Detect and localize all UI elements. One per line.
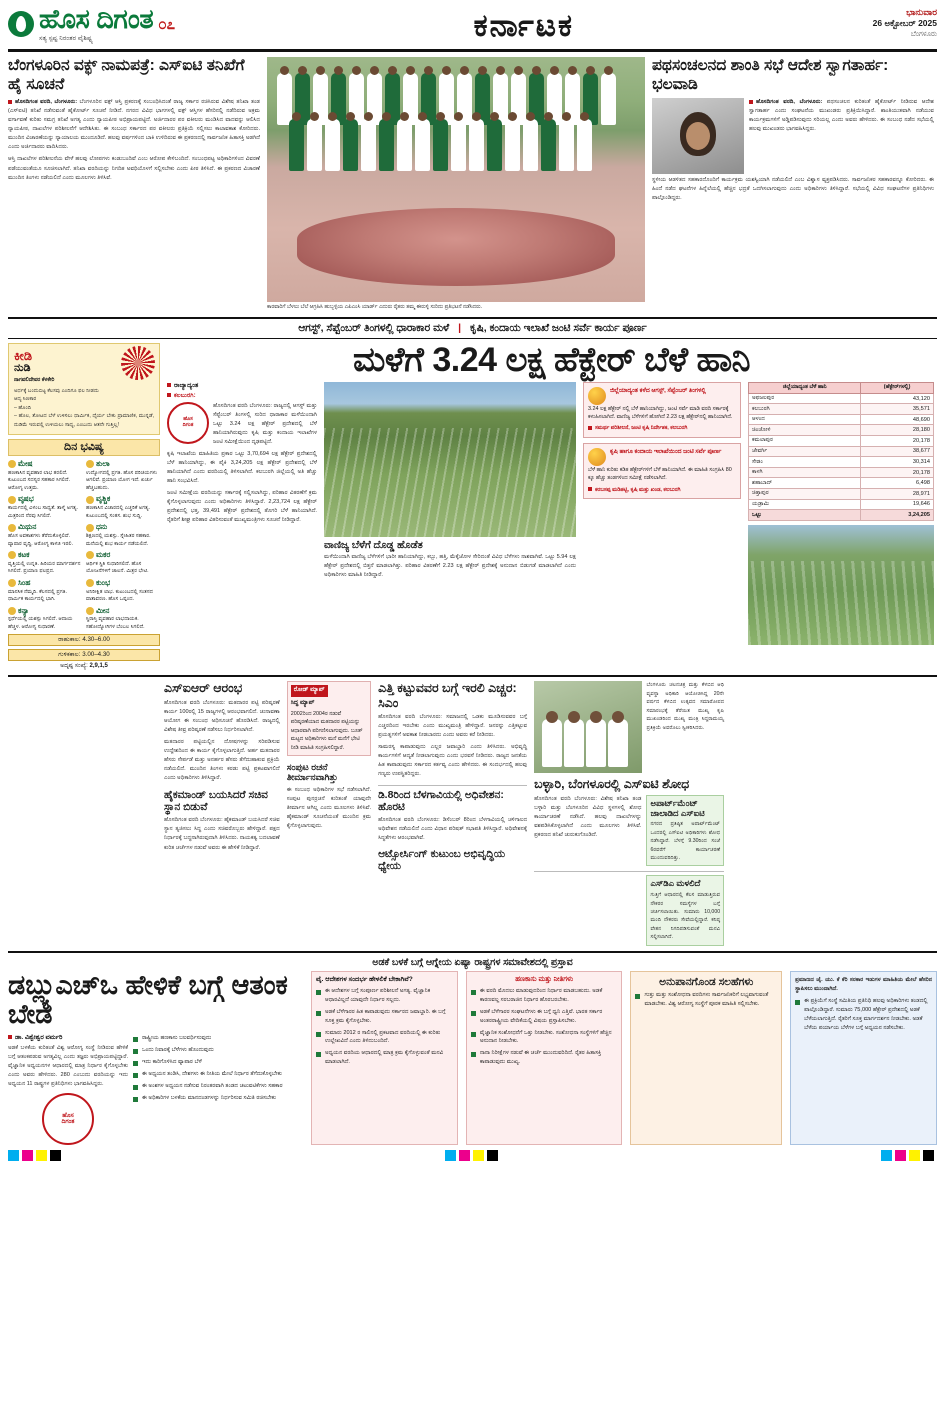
zodiac-name: ವೃಶ್ಚಿಕ (96, 494, 111, 504)
cm-body2: ಸಾಮರಸ್ಯ ಕಾಪಾಡುವುದು ಎಲ್ಲರ ಜವಾಬ್ದಾರಿ ಎಂದು ತಿಳಿಸಿದರು. ಅಭಿವೃದ್ಧಿ ಕಾರ್ಯಗಳಿಗೆ ಆದ್ಯತೆ ನೀಡಲಾಗುವುದು ಎಂದು ಭರವಸೆ ನೀಡಿದರು. ರಾಜ್ಯದ ಜನತೆಯ ಹಿತ ಕಾಪಾಡುವುದು ಸರ್ಕಾರದ ಕರ್ತವ್ಯ ಎಂದು ಹೇಳಿದರು. ಈ ಸಂದರ್ಭದಲ್ಲಿ ಹಲವು ಗಣ್ಯರು ಉಪಸ್ಥಿತರಿದ್ದರು. (378, 744, 528, 778)
rahukala-value: 4.30–6.00 (82, 636, 110, 644)
zodiac-text: ಹೊಸ ಅವಕಾಶಗಳು ತೆರೆದುಕೊಳ್ಳಲಿವೆ. ವ್ಯಾಪಾರ ವೃದ್ಧಿ. ಆರೋಗ್ಯ ಕಾಳಜಿ ಇರಲಿ. (8, 532, 74, 547)
zodiac-name: ಸಿಂಹ (18, 577, 31, 587)
aerial-field-photo (748, 525, 934, 645)
list-item: ನಾನಾ ನಿರೀಕ್ಷೆಗಳ ನಡುವೆ ಈ ಚರ್ಚೆ ಮುಂದುವರಿದಿದೆ. ರೈತರ ಹಿತಾಸಕ್ತಿ ಕಾಪಾಡುವುದು ಮುಖ್ಯ. (471, 1049, 618, 1067)
cmyk-marks-center (445, 1148, 501, 1166)
bottom-author-row (8, 1034, 303, 1145)
rain-story-body (167, 382, 936, 645)
quote-box (8, 343, 160, 435)
bullet-square-icon (8, 1035, 12, 1039)
bottom-bullets-2 (316, 987, 453, 1068)
lead-right-body (652, 98, 934, 134)
lower-news-section (8, 675, 937, 945)
district-name: ಸೇಡಂ (749, 457, 861, 468)
list-item: ಒಂದು ನಿವಾರಕ್ಕೆ ಬೆಳೆಗಳು ಹೊಂದುವುದು (133, 1046, 303, 1055)
zodiac-text: ಅನಿರೀಕ್ಷಿತ ಲಾಭ. ಕುಟುಂಬದಲ್ಲಿ ಸಂತಸದ ವಾತಾವರಣ. ಹೊಸ ಒಪ್ಪಂದ. (86, 588, 154, 603)
district-name: ಚಿತ್ತಾಪುರ (749, 489, 861, 500)
lead-left-text2: ಆಸ್ತಿ ದಾಖಲೆಗಳ ಪರಿಶೀಲನೆಯ ವೇಳೆ ಹಲವು ಲೋಪಗಳು ಕಂಡುಬಂದಿವೆ ಎಂಬ ಆರೋಪ ಕೇಳಿಬಂದಿದೆ. ಸಂಬಂಧಪಟ್ಟ ಅಧಿಕಾರಿಗಳಿಂದ ವಿವರಣೆ ಪಡೆಯುವಂತೆಯೂ ಸೂಚಿಸಲಾಗಿದೆ. ತನಿಖಾ ವರದಿಯನ್ನು ನಿಗದಿತ ಅವಧಿಯೊಳಗೆ ಸಲ್ಲಿಸಬೇಕು ಎಂದು ಪೀಠ ತಿಳಿಸಿದೆ. ಈ ಪ್ರಕರಣದ ವಿಚಾರಣೆ ಮುಂದಿನ ತಿಂಗಳು ನಡೆಯಲಿದೆ ಎಂದು ಮೂಲಗಳು ತಿಳಿಸಿವೆ. (8, 156, 260, 181)
rain-district-label: ಕಲಬುರಗಿ: (167, 392, 317, 400)
zodiac-item (8, 459, 82, 492)
coin-icon (588, 448, 606, 466)
cm-photo-row (534, 681, 724, 773)
lead-left-column (8, 57, 260, 311)
district-value: 20,178 (861, 467, 934, 478)
gulika-value: 3.00–4.30 (82, 651, 110, 659)
top-section (8, 52, 937, 311)
zodiac-item (86, 578, 160, 604)
list-item: ಅಡಕೆ ಬೆಳೆಗಾರರ ಸಂಘಟನೆಗಳು ಈ ಬಗ್ಗೆ ಧ್ವನಿ ಎತ್ತಿವೆ. ಭಾರತ ಸರ್ಕಾರ ಅಂತರರಾಷ್ಟ್ರೀಯ ವೇದಿಕೆಯಲ್ಲಿ ವಿಷಯ ಪ್ರಸ್ತಾಪಿಸಬೇಕು. (471, 1008, 618, 1026)
district-name: ಕಲಬುರಗಿ (749, 404, 861, 415)
sir-column (164, 681, 280, 945)
zodiac-text: ಕಾರ್ಯದಲ್ಲಿ ವಿಳಂಬ ಸಾಧ್ಯತೆ. ತಾಳ್ಮೆ ಅಗತ್ಯ. ಮಿತ್ರರಿಂದ ನೆರವು ಸಿಗಲಿದೆ. (8, 505, 78, 519)
district-name: ಚಿಂಚೋಳಿ (749, 425, 861, 436)
bottom-feature (8, 951, 937, 1146)
zodiac-item (86, 606, 160, 632)
list-item: ಗುತ್ತು ಮತ್ತು ಸಂಶೋಧನಾ ವರದಿಗಳು ಸಾರ್ವಜನಿಕರಿಗೆ ಲಭ್ಯವಾಗುವಂತೆ ಮಾಡಬೇಕು. ವಿಶ್ವ ಆರೋಗ್ಯ ಸಂಸ್ಥೆಗೆ ಪೂರಕ ಮಾಹಿತಿ ಸಲ್ಲಿಸಬೇಕು. (635, 991, 777, 1009)
zodiac-text: ಸ್ಥಿರಾಸ್ತಿ ವ್ಯವಹಾರ ಲಾಭದಾಯಕ. ಸಹೋದ್ಯೋಗಿಗಳ ಬೆಂಬಲ ಸಿಗಲಿದೆ. (86, 616, 145, 630)
zodiac-dot-icon (8, 579, 16, 587)
gulika-label: ಗುಳಿಕಕಾಲ: (58, 651, 81, 659)
rahukala-row (8, 634, 160, 646)
lead-right-column (652, 57, 934, 311)
district-value: 43,120 (861, 393, 934, 404)
zodiac-name: ವೃಷಭ (18, 494, 34, 504)
sidebar-column (8, 343, 160, 670)
publication-name: ಹೊಸ ದಿಗಂತ (39, 4, 154, 34)
list-item: ರಾಷ್ಟ್ರೀಯ ಹಣಕಾಸು ಬಲವರ್ಧಿಸುವುದು (133, 1034, 303, 1043)
list-item: ಈ ಅಧಿಕಾರಿಗಳ ಬಳಕೆಯ ಮಾನದಂಡಗಳನ್ನು ನಿರ್ಧರಿಸುವ ಸಮಿತಿ ರಚಿಸಬೇಕು (133, 1094, 303, 1103)
edition-city: ಬೆಂಗಳೂರು (910, 30, 937, 38)
sit-column (534, 681, 724, 945)
horoscope-title: ದಿನ ಭವಿಷ್ಯ (8, 439, 160, 456)
bottom-col-2 (311, 971, 458, 1146)
lead-photo-caption: ಕಾರವಾರಿಗೆ ಬೆಳಲು ಬೆಲೆ ಆಗ್ರಹಿಸಿ ಹುಬ್ಬಳ್ಳಿಯ ಎಪಿಎಂಸಿ ಯಾರ್ಡ್ ಎದುರು ರೈತರು ತಮ್ಮ ಈರುಳ್ಳಿ ಸುರಿದು ಪ್ರತಿಭಟನೆ ನಡೆಸಿದರು. (267, 304, 483, 310)
rain-mega-headline: ಮಳೆಗೆ 3.24 ಲಕ್ಷ ಹೆಕ್ಟೇರ್ ಬೆಳೆ ಹಾನಿ (353, 341, 750, 380)
rahukala-label: ರಾಹುಕಾಲ: (58, 636, 81, 644)
zodiac-text: ಸ್ಪರ್ಧೆಯಲ್ಲಿ ಯಶಸ್ಸು ಸಿಗಲಿದೆ. ಆದಾಯ ಹೆಚ್ಚಳ. ಆರೋಗ್ಯ ಸುಧಾರಣೆ. (8, 616, 73, 630)
lead-left-body (8, 98, 260, 152)
table-row (749, 436, 934, 447)
list-item: ಈ ವರದಿ ಮೊದಲು ಮಾಡುವುದರಿಂದ ನಿರ್ಧಾರ ಮಾಡಬಹುದು. ಅಡಕೆ ಕಾರಣವಲ್ಲ ಸರಬರಾಜಿನ ನಿರ್ಧಾರ ಹೊರಬರಬೇಕು. (471, 987, 618, 1005)
district-value: 30,314 (861, 457, 934, 468)
table-row (749, 457, 934, 468)
zodiac-name: ಕನ್ಯಾ (18, 605, 30, 615)
feature-strip (8, 317, 937, 339)
lucky-number-value: 2,9,1,5 (89, 663, 108, 670)
district-name: ಅಫಜಲಪುರ (749, 393, 861, 404)
infobox-2-attribution: ಕರಬಸಪ್ಪ ಮಡಿತಟ್ಟಿ, ಕೃಷಿ ಮತ್ತು ಖಂಡ, ಕಲಬುರಗಿ (588, 486, 736, 494)
zodiac-text: ಶಿಕ್ಷಣದಲ್ಲಿ ಯಶಸ್ಸು. ಸ್ನೇಹಿತರ ಸಹಕಾರ. ಮನೆಯಲ್ಲಿ ಶುಭ ಕಾರ್ಯ ನಡೆಯಲಿದೆ. (86, 532, 151, 547)
quote-line-3: – ಹೊಲ, ತೋಟದ ಬೆಳೆ ಉಳಿಸಲು ಧಾರ್ಮಿಕ, ಧೈರ್ಯ ಬೇಕು ಪ್ರಾಮಾಣಿಕ, ಮುನ್ನಡೆ, ದುಡಿಮೆ ಇರುವಲ್ಲಿ ಉಳಿಯಲು ಸಾಧ್ಯ, ಎಂಬುದು ಆತನೇ ಗುತ್ತಿಲ್ಲ! (14, 413, 154, 428)
ballari-row (534, 795, 724, 867)
table-row (749, 425, 934, 436)
bottom-col4-side: ಪ್ರಮಾಣದ ಜೈ. ಯು. ಕೆ ಕೆರಿ ಸರಕಾರ ಇಡುಗಳ ಮಾಹಿತಿಯ ಮೇಲೆ ಹೆಸರಿನ ಸ್ಥಾಪಿಸಲು ಮುಂದಾಗಿದೆ. (795, 976, 932, 992)
sir-headline: ಎಸ್‌ಐಆರ್ ಆರಂಭ (164, 681, 243, 696)
zodiac-dot-icon (86, 524, 94, 532)
cmyk-marks-right (881, 1148, 937, 1166)
zodiac-text: ಮಾನಸಿಕ ನೆಮ್ಮದಿ. ಕೆಲಸದಲ್ಲಿ ಪ್ರಗತಿ. ಧಾರ್ಮಿಕ ಕಾರ್ಯದಲ್ಲಿ ಭಾಗಿ. (8, 588, 67, 603)
roadmap-box (287, 681, 371, 755)
bottom-bullets-3 (471, 987, 618, 1068)
publication-date: 26 ಅಕ್ಟೋಬರ್ 2025 (872, 18, 937, 29)
lead-photo-column (267, 57, 645, 311)
bottom-bullets-4 (635, 991, 777, 1009)
zodiac-dot-icon (8, 607, 16, 615)
roadmap-tag: ರೋಡ್ ಮ್ಯಾಪ್ (291, 685, 328, 696)
bottom-grid (8, 971, 937, 1146)
bullet-square-icon (588, 426, 592, 430)
bottom-col2-title: ವೈ. ಆದೇಶಗಳ ಸಂದರ್ಭ ಹೇಳಲಿಕೆ ಬೇಕಾಗಿವೆ? (316, 975, 413, 983)
zodiac-name: ಮೇಷ (18, 459, 33, 469)
district-table-column (748, 382, 934, 645)
strip-separator: | (458, 322, 462, 335)
gulika-row (8, 649, 160, 661)
district-name: ಜೇವರ್ಗಿ (749, 446, 861, 457)
list-item: ಅಡಕೆ ಬೆಳೆಗಾರರ ಹಿತ ಕಾಪಾಡುವುದು ಸರ್ಕಾರದ ಜವಾಬ್ದಾರಿ. ಈ ಬಗ್ಗೆ ಸೂಕ್ತ ಕ್ರಮ ಕೈಗೊಳ್ಳಬೇಕು. (316, 1008, 453, 1026)
section-title: ಕರ್ನಾಟಕ (473, 8, 575, 43)
infobox-1-attribution: ಸಮರ್ಥ ಪರಿಶೀಲನೆ, ಜಂಟಿ ಕೃಷಿ ನಿರ್ದೇಶಕ, ಕಲಬುರಗಿ (588, 424, 736, 432)
publication-logo (8, 6, 175, 42)
district-damage-table (748, 382, 934, 521)
bottom-col3-title: ಹಣಕಾಸು ಮತ್ತು ನೀತಿಗಳು (515, 975, 574, 983)
lead-left-byline: ಹೊಸದಿಗಂತ ವರದಿ, ಬೆಂಗಳೂರು: (15, 99, 78, 106)
cmyk-marks-left (8, 1148, 64, 1166)
zodiac-item (8, 550, 82, 576)
list-item: ಈ ಅಧ್ಯಯನ ತಂಡಿಸಿ, ದೇಶಗಳು ಈ ನೀತಿಯ ಮೇಲೆ ನಿರ್ಧಾರ ತೆಗೆದುಕೊಳ್ಳಬೇಕು (133, 1070, 303, 1079)
rain-photo-caption-body: ಮಳೆಯಿಂದಾಗಿ ವಾಣಿಜ್ಯ ಬೆಳೆಗಳಿಗೆ ಭಾರೀ ಹಾನಿಯಾಗಿದ್ದು, ಕಬ್ಬು, ಹತ್ತಿ, ಮೆಕ್ಕೆಜೋಳ ಸೇರಿದಂತೆ ವಿವಿಧ ಬೆಳೆಗಳು ನಾಶವಾಗಿವೆ. ಒಟ್ಟು 5.94 ಲಕ್ಷ ಹೆಕ್ಟೇರ್ ಪ್ರದೇಶದಲ್ಲಿ ಬಿತ್ತನೆ ಮಾಡಲಾಗಿತ್ತು. ಪರಿಹಾರ ವಿತರಣೆಗೆ 2.23 ಲಕ್ಷ ಹೆಕ್ಟೇರ್ ಪ್ರದೇಶಕ್ಕೆ ಅನುದಾನ ಬಿಡುಗಡೆ ಮಾಡಲಾಗಿದೆ ಎಂದು ಅಧಿಕಾರಿಗಳು ಮಾಹಿತಿ ನೀಡಿದ್ದಾರೆ. (324, 553, 576, 578)
lead-photo (267, 57, 645, 302)
zodiac-item (8, 522, 82, 548)
district-value: 19,646 (861, 499, 934, 510)
lucky-number-row (8, 663, 160, 670)
bottom-col-4 (630, 971, 782, 1146)
belagavi-body: ಹೊಸದಿಗಂತ ವರದಿ ಬೆಂಗಳೂರು: ಡಿಸೆಂಬರ್ 8ರಿಂದ ಬೆಳಗಾವಿಯಲ್ಲಿ ಚಳಿಗಾಲದ ಅಧಿವೇಶನ ನಡೆಯಲಿದೆ ಎಂದು ವಿಧಾನ ಪರಿಷತ್ ಸಭಾಪತಿ ತಿಳಿಸಿದ್ದಾರೆ. ಅಧಿವೇಶನಕ್ಕೆ ಸಿದ್ಧತೆಗಳು ಆರಂಭವಾಗಿವೆ. (378, 816, 528, 841)
bottom-col4-title: ಅನುಪಾನಗೊಂಡ ಸಲಹೆಗಳು (659, 975, 754, 988)
zodiac-name: ಕಟಕ (18, 550, 30, 560)
masthead-date-block (873, 6, 937, 39)
sir-body2: ಮತದಾರರ ಪಟ್ಟಿಯಲ್ಲಿನ ದೋಷಗಳನ್ನು ಸರಿಪಡಿಸುವ ಉದ್ದೇಶದಿಂದ ಈ ಕಾರ್ಯ ಕೈಗೊಳ್ಳಲಾಗುತ್ತಿದೆ. ಅರ್ಹ ಮತದಾರರ ಹೆಸರು ಸೇರ್ಪಡೆ ಮತ್ತು ಅನರ್ಹರ ಹೆಸರು ತೆಗೆದುಹಾಕುವ ಪ್ರಕ್ರಿಯೆ ನಡೆಯಲಿದೆ. ಮುಂದಿನ ತಿಂಗಳು ಕರಡು ಪಟ್ಟಿ ಪ್ರಕಟವಾಗಲಿದೆ ಎಂದು ಅಧಿಕಾರಿಗಳು ತಿಳಿಸಿದ್ದಾರೆ. (164, 739, 280, 782)
table-row-total (749, 510, 934, 521)
rain-story (167, 343, 936, 670)
zodiac-text: ಉದ್ಯೋಗದಲ್ಲಿ ಪ್ರಗತಿ. ಹೊಸ ಪರಿಚಯಗಳು ಆಗಲಿವೆ. ಪ್ರಯಾಣ ಯೋಗ ಇದೆ. ಖರ್ಚು ಹೆಚ್ಚಬಹುದು. (86, 469, 158, 491)
ngo-headline: ಎಸ್‌ಡಿಎ ಮಳಲಿದೆ (650, 878, 701, 889)
district-name: ಯಡ್ರಾಮಿ (749, 499, 861, 510)
district-table-body (749, 393, 934, 520)
table-header-unit: (ಹೆಕ್ಟೇರ್‌ಗಳಲ್ಲಿ) (861, 382, 934, 393)
zodiac-dot-icon (86, 607, 94, 615)
bullet-square-icon (167, 383, 171, 387)
list-item: ಈ ಆದೇಶಗಳ ಬಗ್ಗೆ ಸಂಪೂರ್ಣ ಪರಿಶೀಲನೆ ಅಗತ್ಯ. ವೈಜ್ಞಾನಿಕ ಆಧಾರವಿಲ್ಲದೆ ಯಾವುದೇ ನಿರ್ಧಾರ ಸಲ್ಲದು. (316, 987, 453, 1005)
quote-author: ನಾಗವಲಿದೇವರ ಕೆಳಕೇರಿ (14, 377, 55, 384)
horoscope-grid (8, 459, 160, 631)
table-row (749, 446, 934, 457)
bullet-square-icon (167, 393, 171, 397)
flooded-field-photo (324, 382, 576, 537)
district-value: 3,24,205 (861, 510, 934, 521)
publication-tagline: ಸತ್ಯ ಸ್ಪಷ್ಟ ನಿರಂತರ ವೈಶಿಷ್ಟ್ಯ (39, 35, 93, 42)
newspaper-stamp-icon: ಹೊಸ ದಿಗಂತ (167, 402, 209, 444)
roadmap-label: ಸಿದ್ಧ ಮ್ಯಾಪ್ (290, 699, 315, 706)
bottom-bullets-1 (133, 1034, 303, 1145)
rain-text-column (167, 382, 317, 645)
belagavi-headline: ಡಿ.8ರಿಂದ ಬೆಳಗಾವಿಯಲ್ಲಿ ಅಧಿವೇಶನ: ಹೊರಟಿ (378, 788, 504, 813)
district-name: ಒಟ್ಟು (749, 510, 861, 521)
table-row (749, 467, 934, 478)
zodiac-text: ಹಣಕಾಸಿನ ವಿಚಾರದಲ್ಲಿ ಎಚ್ಚರಿಕೆ ಅಗತ್ಯ. ಕುಟುಂಬದಲ್ಲಿ ಸಂತಸ. ಶುಭ ಸುದ್ದಿ. (86, 505, 150, 519)
lead-right-byline: ಹೊಸದಿಗಂತ ವರದಿ, ಬೆಂಗಳೂರು: (756, 99, 823, 106)
bullet-square-icon (588, 487, 592, 491)
quote-line-2: – ಹೊಂದಿ (14, 404, 32, 411)
infobox-2-title: ಕೃಷಿ ಹಾಗೂ ಕಂದಾಯ ಇಲಾಖೆಯಿಂದ ಜಂಟಿ ಸರ್ವೆ ಪೂರ್ಣ (610, 448, 722, 455)
district-value: 48,690 (861, 414, 934, 425)
quote-line-0: ಅರ್ಧಕ್ಕೆ ಬಂದುಬಿಟ್ಟ ಕೆಲಸವು ಎಂದಿಗೂ ಫಲ ನೀಡದು (14, 388, 99, 395)
infobox-2-text: ಬೆಳೆ ಹಾನಿ ಕುರಿತು ಕಡಿತ ಹೆಕ್ಟೇರ್‌ಗಳಿಗೆ ಬೆಳೆ ಹಾನಿಯಾಗಿದೆ. ಈ ಮಾಹಿತಿ ಸಂಗ್ರಹಿಸಿ 80 ಕ್ಕೂ ಹೆಚ್ಚು ತಂಡಗಳಿಂದ ಸಮೀಕ್ಷೆ ನಡೆಸಲಾಗಿದೆ. (588, 466, 732, 482)
zodiac-dot-icon (86, 551, 94, 559)
ballari-headline: ಬಳ್ಳಾರಿ, ಬೆಂಗಳೂರಲ್ಲಿ ಎಸ್‌ಐಟಿ ಶೋಧ (534, 777, 690, 792)
portrait-photo (652, 98, 744, 174)
list-item: ಈ ಅಂಶಗಳ ಅಧ್ಯಯನ ನಡೆಸುವ ನಿರಂತರವಾಗಿ ತಂಡದ ಚಟುವಟಿಕೆಗಳು ಸಹಕಾರ (133, 1082, 303, 1091)
bottom-col-1 (8, 971, 303, 1146)
masthead (8, 6, 937, 52)
ngo-box (646, 875, 724, 945)
bottom-headline: ಡಬ್ಲ್ಯುಎಚ್‌ಒ ಹೇಳಿಕೆ ಬಗ್ಗೆ ಆತಂಕ ಬೇಡ (8, 969, 288, 1030)
table-row (749, 393, 934, 404)
page-number: ೦೭ (158, 15, 175, 33)
zodiac-dot-icon (86, 579, 94, 587)
cm-column (378, 681, 527, 945)
district-value: 35,571 (861, 404, 934, 415)
zodiac-name: ಮಕರ (96, 550, 111, 560)
rain-photo-caption-headline: ವಾಣಿಜ್ಯ ಬೆಳೆಗೆ ದೊಡ್ಡ ಹೊಡೆತ (324, 539, 423, 551)
zodiac-item (86, 522, 160, 548)
bullet-square-icon (8, 100, 12, 104)
highcommand-headline: ಹೈಕಮಾಂಡ್ ಬಯಸಿದರೆ ಸಚಿವ ಸ್ಥಾನ ಬಿಡುವೆ (164, 789, 268, 814)
ballari-body: ಹೊಸದಿಗಂತ ವರದಿ ಬೆಂಗಳೂರು: ವಿಶೇಷ ತನಿಖಾ ತಂಡ ಬಳ್ಳಾರಿ ಮತ್ತು ಬೆಂಗಳೂರಿನ ವಿವಿಧ ಸ್ಥಳಗಳಲ್ಲಿ ಶೋಧ ಕಾರ್ಯಾಚರಣೆ ನಡೆಸಿದೆ. ಹಲವು ದಾಖಲೆಗಳನ್ನು ವಶಪಡಿಸಿಕೊಳ್ಳಲಾಗಿದೆ ಎಂದು ಮೂಲಗಳು ತಿಳಿಸಿವೆ. ಪ್ರಕರಣದ ತನಿಖೆ ಚುರುಕುಗೊಂಡಿದೆ. (534, 795, 642, 838)
lead-left-text: ಬೆಂಗಳೂರಿನ ವಕ್ಫ್ ಆಸ್ತಿ ಪ್ರಕರಣಕ್ಕೆ ಸಂಬಂಧಿಸಿದಂತೆ ರಾಜ್ಯ ಸರ್ಕಾರ ರಚಿಸಿರುವ ವಿಶೇಷ ತನಿಖಾ ತಂಡ (ಎಸ್‌ಐಟಿ) ತನಿಖೆ ನಡೆಸುವಂತೆ ಹೈಕೋರ್ಟ್ ಸೂಚನೆ ನೀಡಿದೆ. ನಗರದ ವಿವಿಧ ಭಾಗಗಳಲ್ಲಿ ವಕ್ಫ್ ಆಸ್ತಿಗಳ ಹೆಸರಿನಲ್ಲಿ ನಡೆದಿರುವ ಅಕ್ರಮ ವರ್ಗಾವಣೆ ಕುರಿತು ಸಮಗ್ರ ತನಿಖೆ ಅಗತ್ಯ ಎಂದು ನ್ಯಾಯಪೀಠ ಅಭಿಪ್ರಾಯಪಟ್ಟಿದೆ. ಅರ್ಜಿದಾರರ ಪರ ವಕೀಲರು ಮಂಡಿಸಿದ ವಾದವನ್ನು ಆಲಿಸಿದ ನ್ಯಾಯಪೀಠ, ದಾಖಲೆಗಳ ಪರಿಶೀಲನೆಗೆ ಆದೇಶಿಸಿತು. ಈ ಸಂಬಂಧ ಸರ್ಕಾರದ ಪರ ವಕೀಲರು ಪ್ರತಿಕ್ರಿಯೆ ಸಲ್ಲಿಸಲು ಕಾಲಾವಕಾಶ ಕೋರಿದರು. ಮುಂದಿನ ವಿಚಾರಣೆಯನ್ನು ನ್ಯಾಯಾಲಯ ಮುಂದೂಡಿದೆ. ಹಲವು ವರ್ಷಗಳಿಂದ ಬಾಕಿ ಉಳಿದಿರುವ ಈ ಪ್ರಕರಣದಲ್ಲಿ ಸಾರ್ವಜನಿಕ ಹಿತಾಸಕ್ತಿ ಅಡಗಿದೆ ಎಂದು ಅರ್ಜಿದಾರರು ವಾದಿಸಿದರು. (8, 99, 260, 151)
zodiac-name: ಧನು (96, 522, 108, 532)
infobox-2 (583, 443, 741, 499)
lower-spacer-column (8, 681, 157, 945)
lucky-number-label: ಅದೃಷ್ಟ ಸಂಖ್ಯೆ: (60, 663, 88, 670)
zodiac-item (8, 578, 82, 604)
infobox-1-text: 3.24 ಲಕ್ಷ ಹೆಕ್ಟೇರ್ ನಲ್ಲಿ ಬೆಳೆ ಹಾನಿಯಾಗಿದ್ದು, ಜಂಟಿ ಸರ್ವೆ ಮಾಡಿ ವರದಿ ಸರ್ಕಾರಕ್ಕೆ ಕಳುಹಿಸಲಾಗಿದೆ. ವಾಣಿಜ್ಯ ಬೆಳೆಗಳಿಗೆ ಹೋಗಿದೆ 2.23 ಲಕ್ಷ ಹೆಕ್ಟೇರ್‌ನಲ್ಲಿ ಹಾನಿಯಾಗಿದೆ. (588, 405, 733, 421)
list-item: ಈ ಪ್ರಕ್ರಿಯೆಗೆ ಸಂಸ್ಥೆ ಸಮಿತಿಯ ಪ್ರತಿನಿಧಿ ಹಲವು ಅಧಿಕಾರಿಗಳು ತಂಡದಲ್ಲಿ ಪಾಲ್ಗೊಂಡಿದ್ದಾರೆ. ಸುಮಾರು 75,000 ಹೆಕ್ಟೇರ್ ಪ್ರದೇಶದಲ್ಲಿ ಅಡಕೆ ಬೆಳೆಯಲಾಗುತ್ತಿದೆ. ರೈತರಿಗೆ ಸೂಕ್ತ ಮಾರ್ಗದರ್ಶನ ನೀಡಬೇಕು. ಅಡಕೆ ಬೆಳೆಯ ಪರ್ಯಾಯ ಬೆಳೆಗಳ ಬಗ್ಗೆ ಅಧ್ಯಯನ ನಡೆಸಬೇಕು. (795, 997, 932, 1033)
list-item: ಅಧ್ಯಯನ ವರದಿಯ ಆಧಾರದಲ್ಲಿ ಮಾತ್ರ ಕ್ರಮ ಕೈಗೊಳ್ಳುವಂತೆ ಮನವಿ ಮಾಡಲಾಗಿದೆ. (316, 1049, 453, 1067)
quote-line-1: ಆದ್ಯ ಸಿಣಕಾರ (14, 396, 37, 403)
event-photo-caption: ಬೆಂಗಳೂರು ಚಲನಚಿತ್ರ ಮತ್ತು ಕೆಳಬಿದ ಆಧಿ ವ್ಯವಸ್ಥಾ ಅಧಿಕಾರಿ ಆಯೋಜಿಸಿದ್ದ 20ನೇ ವರ್ಷದ ಕೆಳಬಿದ ಉತ್ಸವದ ಸಮಾರೋಪದ ಸಮಾರಂಭಕ್ಕೆ ತೆರೆಯಿತ ಮುಖ್ಯ ಕೃಷಿ ಮುಖಂಡರಿಂದ ಮುಖ್ಯ ಮಂತ್ರಿ ಸಿದ್ದರಾಮಯ್ಯ ಪ್ರತಿಕ್ರಿಯೆ ಅವರೊಲು ಸ್ವೀಕರಿಸಿದರು. (646, 682, 725, 731)
district-name: ಆಳಂದ (749, 414, 861, 425)
ngo-body: ಗುತ್ತಿಗೆ ಆಧಾರದಲ್ಲಿ ಕೆಲಸ ಮಾಡುತ್ತಿರುವ ನೌಕರರ ಸಮಸ್ಯೆಗಳ ಬಗ್ಗೆ ಚರ್ಚಿಸಲಾಯಿತು. ಸುಮಾರು 10,000 ಮಂದಿ ನೌಕರರು ಸೇವೆಯಲ್ಲಿದ್ದಾರೆ. ಕನಿಷ್ಠ ವೇತನ ನಿಗದಿಪಡಿಸುವಂತೆ ಮನವಿ ಸಲ್ಲಿಸಲಾಗಿದೆ. (650, 892, 721, 941)
leaf-logo-icon (8, 11, 34, 37)
rain-photo-column (324, 382, 576, 645)
district-value: 20,178 (861, 436, 934, 447)
table-header-district: ಜಿಲ್ಲೆಯಾದ್ಯಂತ ಬೆಳೆ ಹಾನಿ (749, 382, 861, 393)
onion-pile (297, 208, 615, 286)
strip-right-kicker: ಕೃಷಿ, ಕಂದಾಯ ಇಲಾಖೆ ಜಂಟಿ ಸರ್ವೆ ಕಾರ್ಯ ಪೂರ್ಣ (469, 322, 647, 335)
list-item: ಇದು ಕಾರಿಗೊಳಿಸಿದ ವ್ಯಾಪಾರ ಬೆಳೆ (133, 1058, 303, 1067)
sir-body: ಹೊಸದಿಗಂತ ವರದಿ ಬೆಂಗಳೂರು: ಮತದಾರರ ಪಟ್ಟಿ ಪರಿಷ್ಕರಣೆ ಕಾರ್ಯ 100ರಲ್ಲಿ 15 ರಾಜ್ಯಗಳಲ್ಲಿ ಆರಂಭವಾಗಲಿದೆ. ಚುನಾವಣಾ ಆಯೋಗ ಈ ಸಂಬಂಧ ಅಧಿಸೂಚನೆ ಹೊರಡಿಸಿದೆ. ರಾಜ್ಯದಲ್ಲಿ ವಿಶೇಷ ತೀವ್ರ ಪರಿಷ್ಕರಣೆ ನಡೆಸಲು ನಿರ್ಧರಿಸಲಾಗಿದೆ. (164, 699, 280, 733)
roadmap-text: 2002ರಿಂದ 2004ರ ನಡುವೆ ಪರಿಷ್ಕರಣೆಯಾದ ಮತದಾರರ ಪಟ್ಟಿಯನ್ನು ಆಧಾರವಾಗಿ ಪರಿಗಣಿಸಲಾಗುವುದು. ಬೂತ್ ಮಟ್ಟದ ಅಧಿಕಾರಿಗಳು ಮನೆ ಮನೆಗೆ ಭೇಟಿ ನೀಡಿ ಮಾಹಿತಿ ಸಂಗ್ರಹಿಸಲಿದ್ದಾರೆ. (290, 711, 363, 751)
bottom-col-5 (790, 971, 937, 1146)
district-value: 38,677 (861, 446, 934, 457)
rain-text-2: ಕೃಷಿ ಇಲಾಖೆಯ ಮಾಹಿತಿಯ ಪ್ರಕಾರ ಒಟ್ಟು 3,70,694 ಲಕ್ಷ ಹೆಕ್ಟೇರ್ ಪ್ರದೇಶದಲ್ಲಿ ಬೆಳೆ ಹಾನಿಯಾಗಿದ್ದು, ಈ ಪೈಕಿ 3,24,205 ಲಕ್ಷ ಹೆಕ್ಟೇರ್ ಪ್ರದೇಶದಲ್ಲಿ ಬೆಳೆ ಹಾನಿಯಾಗಿದೆ ಎಂದು ವರದಿಯಲ್ಲಿ ತಿಳಿಸಲಾಗಿದೆ. ಕಲಬುರಗಿ ಜಿಲ್ಲೆಯಲ್ಲಿ ಅತಿ ಹೆಚ್ಚು ಹಾನಿ ಸಂಭವಿಸಿದೆ. (167, 450, 317, 485)
rain-state-label: ರಾಜ್ಯಾದ್ಯಂತ (167, 382, 317, 390)
zodiac-text: ವೃತ್ತಿಯಲ್ಲಿ ಉನ್ನತಿ. ಹಿರಿಯರ ಮಾರ್ಗದರ್ಶನ ಸಿಗಲಿದೆ. ಪ್ರಯಾಣ ಫಲಪ್ರದ. (8, 560, 81, 575)
zodiac-name: ಮೀನ (96, 605, 110, 615)
zodiac-name: ಕುಂಭ (96, 577, 110, 587)
roadmap-column (287, 681, 371, 945)
zodiac-name: ತುಲಾ (96, 459, 110, 469)
strip-kickers (8, 322, 937, 335)
highcommand-body: ಹೊಸದಿಗಂತ ವರದಿ ಬೆಂಗಳೂರು: ಹೈಕಮಾಂಡ್ ಬಯಸಿದರೆ ಸಚಿವ ಸ್ಥಾನ ತ್ಯಜಿಸಲು ಸಿದ್ಧ ಎಂದು ಸಚಿವರೊಬ್ಬರು ಹೇಳಿದ್ದಾರೆ. ಪಕ್ಷದ ನಿರ್ಧಾರಕ್ಕೆ ಬದ್ಧನಾಗಿರುವುದಾಗಿ ತಿಳಿಸಿದರು. ನಾಯಕತ್ವ ಬದಲಾವಣೆ ಕುರಿತ ಚರ್ಚೆಗಳ ನಡುವೆ ಅವರು ಈ ಹೇಳಿಕೆ ನೀಡಿದ್ದಾರೆ. (164, 817, 280, 851)
bottom-author-body: ಅಡಕೆ ಬಳಕೆಯ ಕುರಿತಂತೆ ವಿಶ್ವ ಆರೋಗ್ಯ ಸಂಸ್ಥೆ ನೀಡಿರುವ ಹೇಳಿಕೆ ಬಗ್ಗೆ ಆತಂಕಪಡುವ ಅಗತ್ಯವಿಲ್ಲ ಎಂದು ತಜ್ಞರು ಅಭಿಪ್ರಾಯಪಟ್ಟಿದ್ದಾರೆ. ವೈಜ್ಞಾನಿಕ ಅಧ್ಯಯನಗಳ ಆಧಾರದಲ್ಲಿ ಮಾತ್ರ ನಿರ್ಧಾರ ಕೈಗೊಳ್ಳಬೇಕು ಎಂದು ಅವರು ಹೇಳಿದರು. 280 ಎಂಬುದು ವರದಿಯನ್ನು ಇದು ಅಧ್ಯಯನ 11 ರಾಷ್ಟ್ರಗಳ ಪ್ರತಿನಿಧಿಗಳು ಭಾಗವಹಿಸಿದ್ದರು. (8, 1045, 128, 1088)
lead-left-headline: ಬೆಂಗಳೂರಿನ ವಕ್ಫ್ ನಾಮಪತ್ರೆ: ಎಸ್‌ಐಟಿ ತನಿಖೆಗೆ ಹೈ ಸೂಚನೆ (8, 57, 245, 93)
outsourcing-headline: ಆಟ್ಸೋರ್ಸಿಂಗ್ ಕುಟುಂಬ ಅಭಿವೃದ್ಧಿಯ ಧ್ಯೇಯ (378, 847, 506, 872)
lead-right-headline: ಪಥಸಂಚಲನದ ಶಾಂತಿ ಸಭೆ ಆದೇಶ ಸ್ವಾಗತಾರ್ಹ: ಭಲವಾಡಿ (652, 57, 889, 93)
mid-section (8, 343, 937, 670)
registration-bar (8, 1148, 937, 1166)
zodiac-dot-icon (8, 524, 16, 532)
zodiac-dot-icon (86, 460, 94, 468)
bullet-square-icon (749, 100, 753, 104)
zodiac-item (8, 494, 82, 520)
table-row (749, 478, 934, 489)
bottom-col-3 (466, 971, 623, 1146)
rain-text-1: ಹೊಸದಿಗಂತ ವರದಿ ಬೆಂಗಳೂರು: ರಾಜ್ಯದಲ್ಲಿ ಆಗಸ್ಟ್ ಮತ್ತು ಸೆಪ್ಟೆಂಬರ್ ತಿಂಗಳಲ್ಲಿ ಸುರಿದ ಧಾರಾಕಾರ ಮಳೆಯಿಂದಾಗಿ ಒಟ್ಟು 3.24 ಲಕ್ಷ ಹೆಕ್ಟೇರ್ ಪ್ರದೇಶದಲ್ಲಿ ಬೆಳೆ ಹಾನಿಯಾಗಿರುವುದು ಕೃಷಿ ಮತ್ತು ಕಂದಾಯ ಇಲಾಖೆಗಳ ಜಂಟಿ ಸಮೀಕ್ಷೆಯಿಂದ ದೃಢಪಟ್ಟಿದೆ. (213, 402, 317, 445)
bottom-kicker: ಅಡಕೆ ಬಳಕೆ ಬಗ್ಗೆ ಆಗ್ನೇಯ ಏಷ್ಯಾ ರಾಷ್ಟ್ರಗಳ ಸಮಾವೇಶದಲ್ಲಿ ಪ್ರಸ್ತಾವ (372, 956, 573, 968)
district-name: ಕಮಲಾಪುರ (749, 436, 861, 447)
zodiac-text: ಆರ್ಥಿಕ ಸ್ಥಿತಿ ಸುಧಾರಿಸಲಿದೆ. ಹೊಸ ಯೋಜನೆಗಳಿಗೆ ಚಾಲನೆ. ಮಿತ್ರರ ಭೇಟಿ. (86, 560, 149, 575)
weekday: ಭಾನುವಾರ (906, 7, 937, 17)
district-value: 28,971 (861, 489, 934, 500)
zodiac-name: ಮಿಥುನ (18, 522, 37, 532)
lower-far-right-column (731, 681, 937, 945)
event-photo (534, 681, 641, 773)
table-row (749, 404, 934, 415)
quote-box-subtitle: ನುಡಿ (14, 362, 31, 375)
table-row (749, 489, 934, 500)
zodiac-text: ಹಣಕಾಸಿನ ವ್ಯವಹಾರ ಲಾಭ ತರಲಿದೆ. ಕುಟುಂಬದ ಸದಸ್ಯರ ಸಹಕಾರ ಸಿಗಲಿದೆ. ಆರೋಗ್ಯ ಉತ್ತಮ. (8, 469, 70, 491)
infobox-1-title: ಜಿಲ್ಲೆಯಾದ್ಯಂತ ಕಳೆದ ಆಗಸ್ಟ್, ಸೆಪ್ಟೆಂಬರ್ ತಿಂಗಳಲ್ಲಿ (610, 387, 706, 394)
alliance-body: ಈ ಸಂಬಂಧ ಅಧಿಕಾರಿಗಳ ಸಭೆ ನಡೆಸಲಾಗಿದೆ. ಸಂಪುಟ ಪುನರ್ರಚನೆ ಕುರಿತಂತೆ ಯಾವುದೇ ತೀರ್ಮಾನ ಆಗಿಲ್ಲ ಎಂದು ಮೂಲಗಳು ತಿಳಿಸಿವೆ. ಹೈಕಮಾಂಡ್ ಸೂಚನೆಯಂತೆ ಮುಂದಿನ ಕ್ರಮ ಕೈಗೊಳ್ಳಲಾಗುವುದು. (286, 786, 372, 829)
quote-box-title: ಕೀಡಿ (14, 348, 33, 364)
zodiac-dot-icon (8, 551, 16, 559)
district-name: ಕಾಳಗಿ (749, 467, 861, 478)
list-item: ವೈಜ್ಞಾನಿಕ ಸಂಶೋಧನೆಗೆ ಒತ್ತು ನೀಡಬೇಕು. ಸಂಶೋಧನಾ ಸಂಸ್ಥೆಗಳಿಗೆ ಹೆಚ್ಚಿನ ಅನುದಾನ ನೀಡಬೇಕು. (471, 1029, 618, 1047)
infobox-1 (583, 382, 741, 438)
bottom-bullets-5 (795, 997, 932, 1033)
rain-infobox-column (583, 382, 741, 645)
apartment-headline: ಅಪಾರ್ಟ್‌ಮೆಂಟ್ ಜಾಲಾಡಿದ ಎಸ್‌ಐಟಿ (650, 797, 705, 818)
lead-right-text: ಪಥಸಂಚಲನ ಕುರಿತಂತೆ ಹೈಕೋರ್ಟ್ ನೀಡಿರುವ ಆದೇಶ ಸ್ವಾಗತಾರ್ಹ ಎಂದು ಸಂಘಟನೆಯ ಮುಖಂಡರು ಪ್ರತಿಕ್ರಿಯಿಸಿದ್ದಾರೆ. ಶಾಂತಿಯುತವಾಗಿ ನಡೆಯುವ ಕಾರ್ಯಕ್ರಮಗಳಿಗೆ ಅಡ್ಡಿಪಡಿಸುವುದು ಸರಿಯಲ್ಲ ಎಂದು ಅವರು ಹೇಳಿದರು. ಈ ಸಂಬಂಧ ನಡೆದ ಸಭೆಯಲ್ಲಿ ಹಲವು ಮುಖಂಡರು ಭಾಗವಹಿಸಿದ್ದರು. (749, 99, 934, 133)
zodiac-dot-icon (86, 496, 94, 504)
cm-headline: ಎತ್ತಿ ಕಟ್ಟುವವರ ಬಗ್ಗೆ ಇರಲಿ ಎಚ್ಚರ: ಸಿಎಂ (378, 681, 517, 710)
zodiac-item (86, 494, 160, 520)
photo-figure-group (289, 119, 592, 171)
table-row (749, 499, 934, 510)
district-name: ಶಹಾಬಾದ್ (749, 478, 861, 489)
zodiac-dot-icon (8, 496, 16, 504)
zodiac-dot-icon (8, 460, 16, 468)
list-item: ಸುಮಾರು 2012 ರ ಸಾಲಿನಲ್ಲಿ ಪ್ರಕಟವಾದ ವರದಿಯಲ್ಲಿ ಈ ಕುರಿತು ಉಲ್ಲೇಖವಿದೆ ಎಂದು ತಿಳಿದುಬಂದಿದೆ. (316, 1029, 453, 1047)
apartment-body: ನಗರದ ಪ್ರತಿಷ್ಠಿತ ಅಪಾರ್ಟ್‌ಮೆಂಟ್ ಒಂದರಲ್ಲಿ ಎಸ್‌ಐಟಿ ಅಧಿಕಾರಿಗಳು ಶೋಧ ನಡೆಸಿದ್ದಾರೆ. ಬೆಳಗ್ಗೆ 9.30ರಿಂದ ಸಂಜೆ 6ರವರೆಗೆ ಕಾರ್ಯಾಚರಣೆ ಮುಂದುವರಿದಿತ್ತು. (650, 821, 721, 862)
newspaper-stamp-icon: ಹೊಸ ದಿಗಂತ (42, 1093, 94, 1145)
district-value: 6,498 (861, 478, 934, 489)
zodiac-item (86, 550, 160, 576)
coin-icon (588, 387, 606, 405)
bottom-author: ಡಾ. ವಿಶ್ವೇಶ್ವರ ವರ್ಮರಿ (8, 1034, 128, 1042)
zodiac-item (86, 459, 160, 492)
district-value: 28,180 (861, 425, 934, 436)
zodiac-item (8, 606, 82, 632)
cm-body: ಹೊಸದಿಗಂತ ವರದಿ ಬೆಂಗಳೂರು: ಸಮಾಜದಲ್ಲಿ ಒಡಕು ಮೂಡಿಸುವವರ ಬಗ್ಗೆ ಎಚ್ಚರದಿಂದ ಇರಬೇಕು ಎಂದು ಮುಖ್ಯಮಂತ್ರಿ ಹೇಳಿದ್ದಾರೆ. ಜನರನ್ನು ಎತ್ತಿಕಟ್ಟುವ ಪ್ರಯತ್ನಗಳಿಗೆ ಅವಕಾಶ ನೀಡಬಾರದು ಎಂದು ಅವರು ಕರೆ ನೀಡಿದರು. (378, 714, 528, 739)
apartment-box (646, 795, 724, 867)
starburst-icon (121, 346, 155, 380)
lead-right-text2: ಸ್ಥಳೀಯ ಆಡಳಿತದ ಸಹಕಾರದೊಂದಿಗೆ ಕಾರ್ಯಕ್ರಮ ಯಶಸ್ವಿಯಾಗಿ ನಡೆಯಲಿದೆ ಎಂಬ ವಿಶ್ವಾಸ ವ್ಯಕ್ತಪಡಿಸಿದರು. ಸಾರ್ವಜನಿಕರ ಸಹಕಾರವನ್ನೂ ಕೋರಿದರು. ಈ ಹಿಂದೆ ನಡೆದ ಘಟನೆಗಳ ಹಿನ್ನೆಲೆಯಲ್ಲಿ ಹೆಚ್ಚಿನ ಭದ್ರತೆ ಒದಗಿಸಲಾಗುವುದು ಎಂದು ಅಧಿಕಾರಿಗಳು ತಿಳಿಸಿದ್ದಾರೆ. ಸಭೆಯಲ್ಲಿ ವಿವಿಧ ಸಂಘಟನೆಗಳ ಪ್ರತಿನಿಧಿಗಳು ಪಾಲ್ಗೊಂಡಿದ್ದರು. (652, 177, 934, 202)
strip-left-kicker: ಆಗಸ್ಟ್, ಸೆಪ್ಟೆಂಬರ್ ತಿಂಗಳಲ್ಲಿ ಧಾರಾಕಾರ ಮಳೆ (298, 322, 450, 335)
rain-text-3: ಜಂಟಿ ಸಮೀಕ್ಷೆಯ ವರದಿಯನ್ನು ಸರ್ಕಾರಕ್ಕೆ ಸಲ್ಲಿಸಲಾಗಿದ್ದು, ಪರಿಹಾರ ವಿತರಣೆಗೆ ಕ್ರಮ ಕೈಗೊಳ್ಳಲಾಗುವುದು ಎಂದು ಅಧಿಕಾರಿಗಳು ತಿಳಿಸಿದ್ದಾರೆ. 2,23,724 ಲಕ್ಷ ಹೆಕ್ಟೇರ್ ಪ್ರದೇಶದಲ್ಲಿ ಭತ್ತ, 39,491 ಹೆಕ್ಟೇರ್ ಪ್ರದೇಶದಲ್ಲಿ ತೊಗರಿ ಬೆಳೆ ಹಾನಿಯಾಗಿದೆ. ರೈತರಿಗೆ ಶೀಘ್ರ ಪರಿಹಾರ ವಿತರಿಸುವಂತೆ ಮುಖ್ಯಮಂತ್ರಿಗಳು ಸೂಚನೆ ನೀಡಿದ್ದಾರೆ. (167, 490, 317, 524)
ngo-row (534, 875, 724, 945)
alliance-headline: ಸಂಪುಟ ರಚನೆ ತೀರ್ಮಾನವಾಗಿತ್ತು (286, 761, 338, 783)
table-row (749, 414, 934, 425)
